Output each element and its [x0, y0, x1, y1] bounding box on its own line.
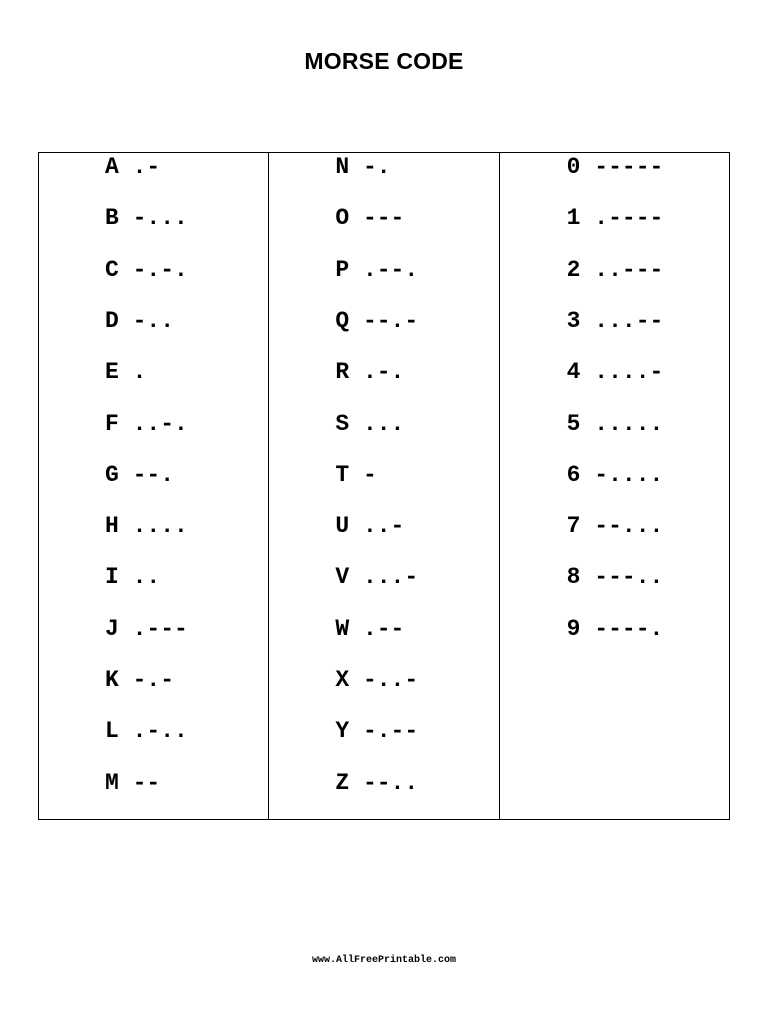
morse-entry	[567, 306, 664, 336]
morse-symbol: --	[132, 770, 161, 796]
morse-character: R	[335, 359, 350, 385]
morse-entry	[105, 768, 160, 798]
morse-character: 9	[566, 616, 581, 642]
morse-symbol: .----	[594, 205, 664, 231]
morse-entry	[567, 562, 664, 592]
morse-symbol: .-..	[132, 718, 188, 744]
page-title: MORSE CODE	[304, 48, 464, 74]
footer-url: www.AllFreePrintable.com	[311, 955, 457, 966]
morse-character: 5	[566, 411, 581, 437]
morse-symbol: -...	[132, 205, 188, 231]
morse-symbol: --..	[362, 770, 419, 796]
morse-symbol: .	[132, 359, 147, 385]
morse-character: K	[105, 667, 119, 693]
morse-entry	[567, 203, 664, 233]
morse-symbol: .-.	[362, 359, 405, 385]
morse-character: B	[105, 205, 119, 231]
column-letters-n-z	[268, 153, 498, 819]
morse-character: G	[105, 462, 119, 488]
morse-character: D	[105, 308, 119, 334]
morse-entry	[335, 460, 376, 490]
morse-entry	[335, 255, 418, 285]
morse-entry	[335, 665, 418, 695]
morse-entry	[567, 409, 664, 439]
morse-code-table	[38, 152, 730, 820]
morse-symbol: --.	[132, 462, 175, 488]
morse-symbol: ...--	[594, 308, 664, 334]
morse-symbol: .--	[362, 616, 405, 642]
morse-character: Q	[335, 308, 350, 334]
morse-entry	[335, 357, 404, 387]
morse-character: X	[335, 667, 350, 693]
morse-character: C	[105, 257, 119, 283]
morse-character: 8	[566, 564, 581, 590]
column-digits-0-9	[499, 153, 729, 819]
morse-entry	[567, 511, 664, 541]
morse-character: P	[335, 257, 350, 283]
morse-entry	[105, 460, 174, 490]
morse-entry	[105, 665, 174, 695]
morse-symbol: ....	[132, 513, 188, 539]
morse-entry	[335, 152, 390, 182]
morse-symbol: -.-.	[132, 257, 188, 283]
morse-character: U	[335, 513, 350, 539]
morse-symbol: -..-	[362, 667, 419, 693]
morse-symbol: -.--	[362, 718, 419, 744]
morse-symbol: -	[362, 462, 377, 488]
morse-symbol: --.-	[362, 308, 419, 334]
morse-character: Y	[335, 718, 350, 744]
morse-character: A	[105, 154, 119, 180]
morse-character: T	[335, 462, 350, 488]
morse-entry	[335, 409, 404, 439]
morse-entry	[105, 614, 188, 644]
morse-character: 7	[566, 513, 581, 539]
morse-character: W	[335, 616, 350, 642]
morse-entry	[567, 152, 664, 182]
morse-entry	[105, 306, 174, 336]
morse-entry	[105, 409, 188, 439]
morse-entry	[105, 255, 188, 285]
morse-character: 2	[566, 257, 581, 283]
morse-entry	[567, 614, 664, 644]
morse-entry	[335, 306, 418, 336]
morse-character: N	[335, 154, 350, 180]
morse-symbol: ...-	[362, 564, 419, 590]
morse-symbol: ----.	[594, 616, 664, 642]
morse-symbol: .--.	[362, 257, 419, 283]
morse-symbol: -.	[362, 154, 391, 180]
morse-symbol: .---	[132, 616, 188, 642]
morse-character: J	[105, 616, 119, 642]
morse-character: M	[105, 770, 119, 796]
morse-character: 6	[566, 462, 581, 488]
morse-character: E	[105, 359, 119, 385]
morse-entry	[105, 203, 188, 233]
morse-symbol: .....	[594, 411, 664, 437]
morse-symbol: -..	[132, 308, 175, 334]
morse-entry	[105, 562, 160, 592]
morse-entry	[335, 562, 418, 592]
morse-entry	[335, 203, 404, 233]
morse-symbol: ..-	[362, 513, 405, 539]
morse-symbol: ..---	[594, 257, 664, 283]
morse-symbol: -....	[594, 462, 664, 488]
morse-symbol: ..	[132, 564, 161, 590]
morse-entry	[105, 357, 146, 387]
morse-character: 1	[566, 205, 581, 231]
morse-entry	[335, 511, 404, 541]
morse-symbol: ..-.	[132, 411, 188, 437]
morse-character: 3	[566, 308, 581, 334]
morse-character: S	[335, 411, 350, 437]
morse-character: O	[335, 205, 350, 231]
morse-symbol: -.-	[132, 667, 175, 693]
morse-symbol: ...	[362, 411, 405, 437]
morse-symbol: ---	[362, 205, 405, 231]
column-letters-a-m	[39, 153, 268, 819]
morse-character: 4	[566, 359, 581, 385]
morse-symbol: --...	[594, 513, 664, 539]
morse-entry	[335, 716, 418, 746]
morse-symbol: ---..	[594, 564, 664, 590]
morse-entry	[335, 614, 404, 644]
morse-entry	[105, 511, 188, 541]
morse-entry	[335, 768, 418, 798]
morse-entry	[105, 716, 188, 746]
morse-character: L	[105, 718, 119, 744]
morse-entry	[105, 152, 160, 182]
morse-character: 0	[566, 154, 581, 180]
morse-character: Z	[335, 770, 350, 796]
morse-character: V	[335, 564, 350, 590]
morse-entry	[567, 357, 664, 387]
morse-symbol: -----	[594, 154, 664, 180]
morse-character: F	[105, 411, 119, 437]
morse-entry	[567, 255, 664, 285]
morse-character: H	[105, 513, 119, 539]
morse-character: I	[105, 564, 119, 590]
morse-symbol: ....-	[594, 359, 664, 385]
morse-symbol: .-	[132, 154, 161, 180]
morse-entry	[567, 460, 664, 490]
